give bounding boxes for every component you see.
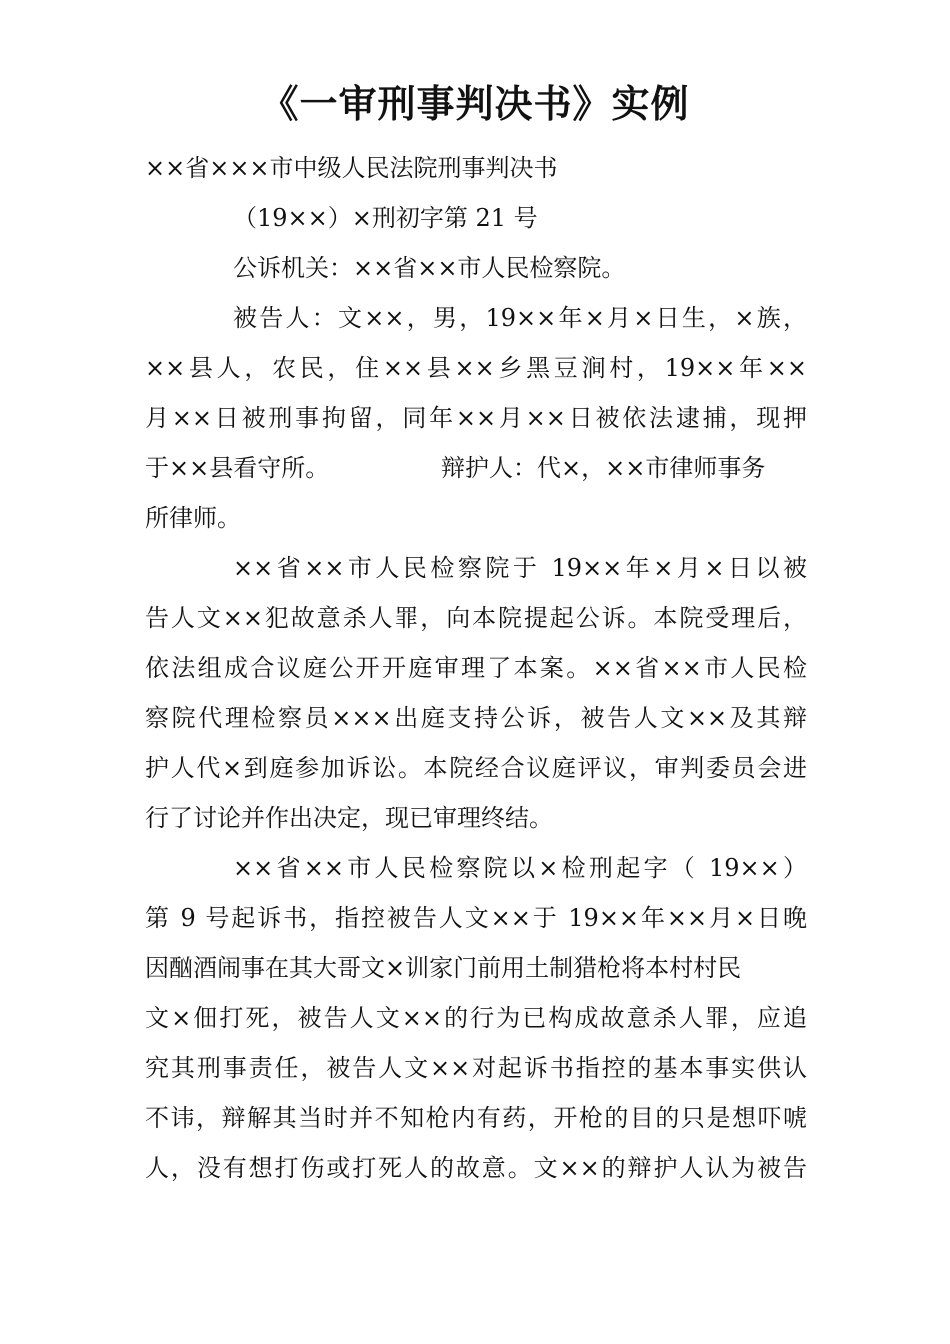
defendant-line: 月××日被刑事拘留，同年××月××日被依法逮捕，现押 xyxy=(145,404,807,432)
case-number: （19××）×刑初字第 21 号 xyxy=(233,204,538,232)
defense-counsel-line: 所律师。 xyxy=(145,504,241,532)
paragraph-line: 因酗酒闹事在其大哥文×训家门前用土制猎枪将本村村民 xyxy=(145,954,742,982)
paragraph-line: 究其刑事责任，被告人文××对起诉书指控的基本事实供认 xyxy=(145,1054,807,1082)
defendant-line: 被告人：文××，男，19××年×月×日生，×族， xyxy=(233,304,807,332)
prosecutor-line: 公诉机关：××省××市人民检察院。 xyxy=(233,254,626,282)
paragraph-line: 依法组成合议庭公开开庭审理了本案。××省××市人民检 xyxy=(145,654,807,682)
paragraph-line: ××省××市人民检察院以×检刑起字（ 19××） xyxy=(233,854,807,882)
paragraph-line: 护人代×到庭参加诉讼。本院经合议庭评议，审判委员会进 xyxy=(145,754,807,782)
defense-counsel-line: 辩护人：代×，××市律师事务 xyxy=(441,454,766,482)
paragraph-line: 不讳，辩解其当时并不知枪内有药，开枪的目的只是想吓唬 xyxy=(145,1104,807,1132)
paragraph-line: 文×佃打死，被告人文××的行为已构成故意杀人罪，应追 xyxy=(145,1004,807,1032)
court-heading: ××省×××市中级人民法院刑事判决书 xyxy=(145,154,558,182)
defendant-line: ××县人，农民，住××县××乡黑豆涧村，19××年×× xyxy=(145,354,807,382)
paragraph-line: 告人文××犯故意杀人罪，向本院提起公诉。本院受理后， xyxy=(145,604,807,632)
paragraph-line: 第 9 号起诉书，指控被告人文××于 19××年××月×日晚 xyxy=(145,904,807,932)
paragraph-line: 行了讨论并作出决定，现已审理终结。 xyxy=(145,804,553,832)
paragraph-line: ××省××市人民检察院于 19××年×月×日以被 xyxy=(233,554,807,582)
paragraph-line: 察院代理检察员×××出庭支持公诉，被告人文××及其辩 xyxy=(145,704,807,732)
defendant-line: 于××县看守所。 xyxy=(145,454,330,482)
document-title: 《一审刑事判决书》实例 xyxy=(260,82,690,126)
paragraph-line: 人，没有想打伤或打死人的故意。文××的辩护人认为被告 xyxy=(145,1154,807,1182)
